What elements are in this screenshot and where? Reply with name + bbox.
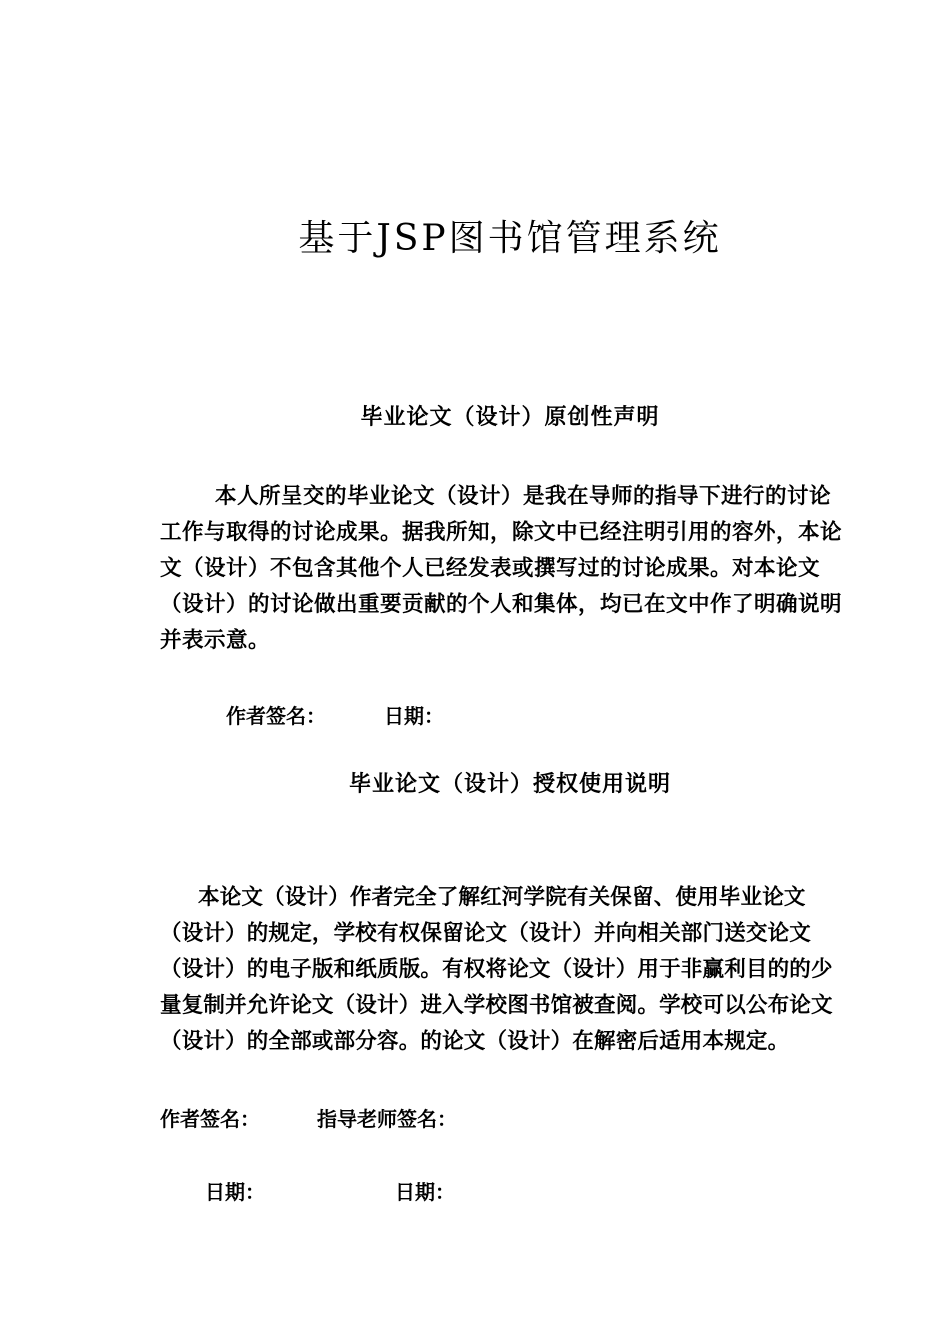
authorization-advisor-date-label: 日期： <box>395 1180 455 1204</box>
authorization-line: （设计）的全部或部分容。的论文（设计）在解密后适用本规定。 <box>160 1029 790 1054</box>
authorization-author-signature-label: 作者签名： <box>160 1107 260 1131</box>
authorization-heading: 毕业论文（设计）授权使用说明 <box>348 771 671 797</box>
authorization-line: 本论文（设计）作者完全了解红河学院有关保留、使用毕业论文 <box>198 885 806 910</box>
authorization-line: （设计）的电子版和纸质版。有权将论文（设计）用于非赢利目的的少 <box>160 957 833 982</box>
authorization-advisor-signature-label: 指导老师签名： <box>317 1107 457 1131</box>
originality-line: 本人所呈交的毕业论文（设计）是我在导师的指导下进行的讨论 <box>215 484 832 509</box>
originality-date-label: 日期： <box>384 704 444 728</box>
document-title: 基于JSP图书馆管理系统 <box>298 218 722 259</box>
authorization-author-date-label: 日期： <box>205 1180 265 1204</box>
originality-heading: 毕业论文（设计）原创性声明 <box>360 404 660 430</box>
originality-line: 并表示意。 <box>160 628 271 653</box>
originality-line: 文（设计）不包含其他个人已经发表或撰写过的讨论成果。对本论文 <box>160 556 821 581</box>
originality-line: （设计）的讨论做出重要贡献的个人和集体，均已在文中作了明确说明 <box>160 592 843 617</box>
originality-line: 工作与取得的讨论成果。据我所知，除文中已经注明引用的容外，本论 <box>160 520 843 545</box>
authorization-line: （设计）的规定，学校有权保留论文（设计）并向相关部门送交论文 <box>160 921 812 946</box>
authorization-line: 量复制并允许论文（设计）进入学校图书馆被查阅。学校可以公布论文 <box>160 993 833 1018</box>
originality-author-signature-label: 作者签名： <box>226 704 326 728</box>
